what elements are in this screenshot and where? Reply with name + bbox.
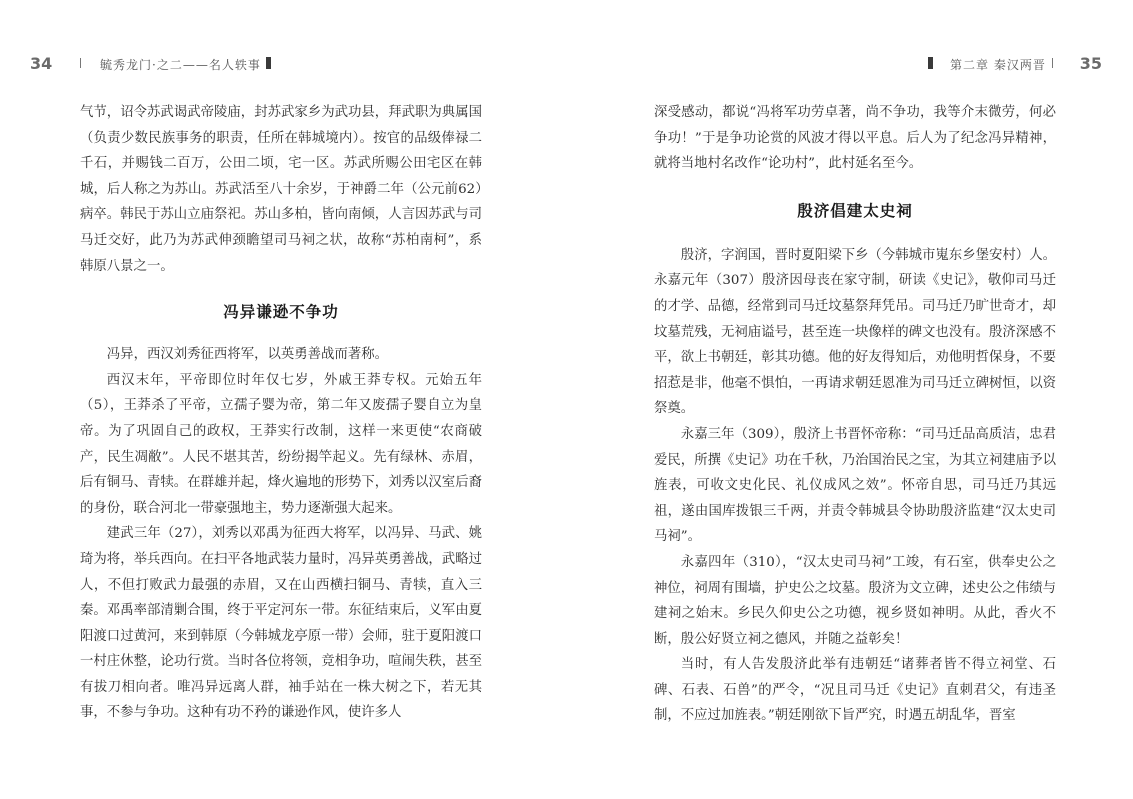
body-paragraph: 冯异，西汉刘秀征西将军，以英勇善战而著称。 xyxy=(106,347,388,363)
running-header-title: 毓秀龙门·之二——名人轶事 xyxy=(100,58,261,72)
right-page-content xyxy=(654,100,1056,729)
running-header-title: 第二章 秦汉两晋 xyxy=(950,58,1046,72)
body-paragraph: 永嘉三年（309），殷济上书晋怀帝称：“司马迁品高质洁，忠君爱民，所撰《史记》功在千秋，乃治国治民之宝，为其立祠建庙予以旌表，可收文史化民、礼仪成风之效”。怀帝自思，司马迁乃其远祖，遂由国库拨银三千两，并责令韩城县令协助殷济监建“汉太史司马祠”。 xyxy=(654,426,1056,545)
right-page-header xyxy=(586,52,1102,78)
left-page-content xyxy=(80,100,482,726)
continued-paragraph: 深受感动，都说“冯将军功劳卓著，尚不争功，我等介末微劳，何必争功！”于是争功论赏的风波才得以平息。后人为了纪念冯异精神，就将当地村名改作“论功村”，此村延名至今。 xyxy=(654,105,1056,172)
header-divider xyxy=(1052,58,1053,68)
body-paragraph: 永嘉四年（310），“汉太史司马祠”工竣，有石室，供奉史公之神位，祠周有围墙，护史公之坟墓。殷济为文立碑，述史公之伟绩与建祠之始末。乡民久仰史公之功德，视乡贤如神明。从此，香火不断，殷公好贤立祠之德风，并随之益彰矣！ xyxy=(654,554,1056,647)
body-paragraph: 建武三年（27），刘秀以邓禹为征西大将军，以冯异、马武、姚琦为将，举兵西向。在扫平各地武装力量时，冯异英勇善战，武略过人，不但打败武力最强的赤眉，又在山西横扫铜马、青犊，直入三秦。邓禹率部清剿合围，终于平定河东一带。东征结束后，义军由夏阳渡口过黄河，来到韩原（今韩城龙亭原一带）会师，驻于夏阳渡口一村庄休整，论功行赏。当时各位将领，竞相争功，喧闹失秩，甚至有拔刀相向者。唯冯异远离人群，袖手站在一株大树之下，若无其事，不参与争功。这种有功不矜的谦逊作风，使许多人 xyxy=(80,526,482,721)
header-block-marker xyxy=(266,57,271,69)
header-block-marker xyxy=(928,57,933,69)
body-paragraph: 当时，有人告发殷济此举有违朝廷“诸葬者皆不得立祠堂、石碑、石表、石兽”的严令，“况且司马迁《史记》直刺君父，有违圣制，不应过加旌表。”朝廷刚欲下旨严究，时遇五胡乱华，晋室 xyxy=(654,657,1056,724)
header-divider xyxy=(80,58,81,68)
page-number: 35 xyxy=(1079,54,1102,73)
body-paragraph: 西汉末年，平帝即位时年仅七岁，外戚王莽专权。元始五年（5），王莽杀了平帝，立孺子婴为帝，第二年又废孺子婴自立为皇帝。为了巩固自己的政权，王莽实行改制，这样一来更使“农商破产，民生凋敝”。人民不堪其苦，纷纷揭竿起义。先有绿林、赤眉，后有铜马、青犊。在群雄并起，烽火遍地的形势下，刘秀以汉室后裔的身份，联合河北一带豪强地主，势力逐渐强大起来。 xyxy=(80,372,482,516)
left-page-header xyxy=(30,52,546,78)
section-title: 殷济倡建太史祠 xyxy=(797,200,913,220)
body-paragraph: 殷济，字润国，晋时夏阳梁下乡（今韩城市嵬东乡堡安村）人。永嘉元年（307）殷济因母丧在家守制，研读《史记》，敬仰司马迁的才学、品德，经常到司马迁坟墓祭拜凭吊。司马迁乃旷世奇才，却坟墓荒残，无祠庙谥号，甚至连一块像样的碑文也没有。殷济深感不平，欲上书朝廷，彰其功德。他的好友得知后，劝他明哲保身，不要招惹是非，他毫不惧怕，一再请求朝廷恩准为司马迁立碑树恒，以资祭奠。 xyxy=(654,247,1056,417)
left-page xyxy=(0,0,566,799)
continued-paragraph: 气节，诏令苏武谒武帝陵庙，封苏武家乡为武功县，拜武职为典属国（负责少数民族事务的职责，任所在韩城境内）。按官的品级俸禄二千石，并赐钱二百万，公田二顷，宅一区。苏武所赐公田宅区在韩城，后人称之为苏山。苏武活至八十余岁，于神爵二年（公元前62）病卒。韩民于苏山立庙祭祀。苏山多柏，皆向南倾，人言因苏武与司马迁交好，此乃为苏武伸颈瞻望司马祠之状，故称“苏柏南柯”，系韩原八景之一。 xyxy=(80,105,482,274)
page-number: 34 xyxy=(30,54,53,73)
right-page xyxy=(566,0,1132,799)
section-title: 冯异谦逊不争功 xyxy=(223,302,339,322)
